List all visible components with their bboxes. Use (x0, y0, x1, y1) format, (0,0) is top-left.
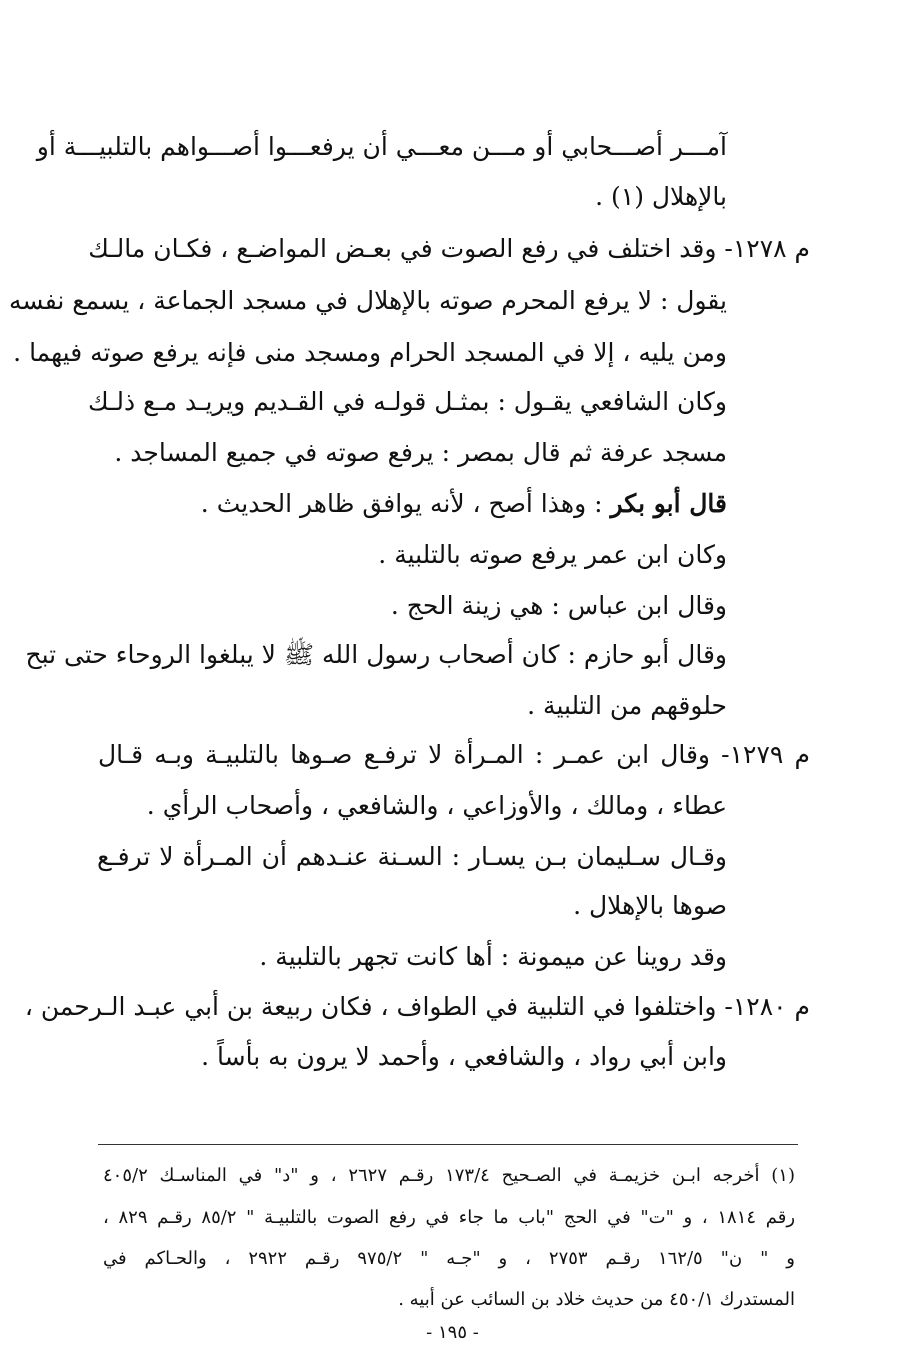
page-number: - ١٩٥ - (426, 1322, 479, 1343)
footnote-line-3: و " ن" ١٦٢/٥ رقـم ٢٧٥٣ ، و "جـه " ٩٧٥/٢ رقـم ٢٩٢٢ ، والحـاكم في (103, 1248, 795, 1269)
text-line-10: وقال ابن عباس : هي زينة الحج . (390, 591, 727, 620)
text-line-14: عطاء ، ومالك ، والأوزاعي ، والشافعي ، وأصحاب الرأي . (146, 791, 727, 820)
text-line-2: بالإهلال (١) . (595, 182, 727, 211)
text-line-17: وقد روينا عن ميمونة : أها كانت تجهر بالتلبية . (259, 942, 727, 971)
abu-bakr-text: : وهذا أصح ، لأنه يوافق ظاهر الحديث . (200, 489, 603, 518)
text-line-5: ومن يليه ، إلا في المسجد الحرام ومسجد منى فإنه يرفع صوته فيهما . (13, 338, 727, 367)
text-line-6: وكان الشافعي يقـول : بمثـل قولـه في القـديم ويريـد مـع ذلـك (87, 387, 727, 416)
text-line-12: حلوقهم من التلبية . (527, 691, 727, 720)
text-line-9: وكان ابن عمر يرفع صوته بالتلبية . (378, 540, 727, 569)
footnote-divider (98, 1144, 798, 1145)
text-line-1: آمـــر أصـــحابي أو مـــن معـــي أن يرفعـــوا أصـــواهم بالتلبيـــة أو (36, 132, 727, 161)
text-line-15: وقـال سـليمان بـن يسـار : السـنة عنـدهم أن المـرأة لا ترفـع (97, 842, 727, 871)
paragraph-1279-start: م ١٢٧٩- وقال ابن عمـر : المـرأة لا ترفـع صـوها بالتلبيـة وبـه قـال (98, 740, 810, 769)
paragraph-1278-start: م ١٢٧٨- وقد اختلف في رفع الصوت في بعـض المواضـع ، فكـان مالـك (88, 234, 810, 263)
abu-bakr-line (201, 487, 727, 521)
text-line-19: وابن أبي رواد ، والشافعي ، وأحمد لا يرون به بأساً . (201, 1042, 727, 1071)
footnote-line-4: المستدرك ٤٥٠/١ من حديث خلاد بن السائب عن أبيه . (398, 1289, 795, 1310)
abu-bakr-label: قال أبو بكر (610, 489, 727, 518)
footnote-line-1: (١) أخرجه ابـن خزيمـة في الصـحيح ١٧٣/٤ رقـم ٢٦٢٧ ، و "د" في المناسـك ٤٠٥/٢ (103, 1165, 795, 1186)
text-line-11: وقال أبو حازم : كان أصحاب رسول الله ﷺ لا يبلغوا الروحاء حتى تبح (25, 640, 727, 669)
text-line-4: يقول : لا يرفع المحرم صوته بالإهلال في مسجد الجماعة ، يسمع نفسه (9, 286, 727, 315)
footnote-line-2: رقم ١٨١٤ ، و "ت" في الحج "باب ما جاء في رفع الصوت بالتلبيـة " ٨٥/٢ رقـم ٨٢٩ ، (103, 1207, 796, 1228)
text-line-16: صوها بالإهلال . (573, 891, 727, 920)
text-line-7: مسجد عرفة ثم قال بمصر : يرفع صوته في جميع المساجد . (114, 438, 727, 467)
paragraph-1280-start: م ١٢٨٠- واختلفوا في التلبية في الطواف ، فكان ربيعة بن أبي عبـد الـرحمن ، (24, 992, 810, 1021)
